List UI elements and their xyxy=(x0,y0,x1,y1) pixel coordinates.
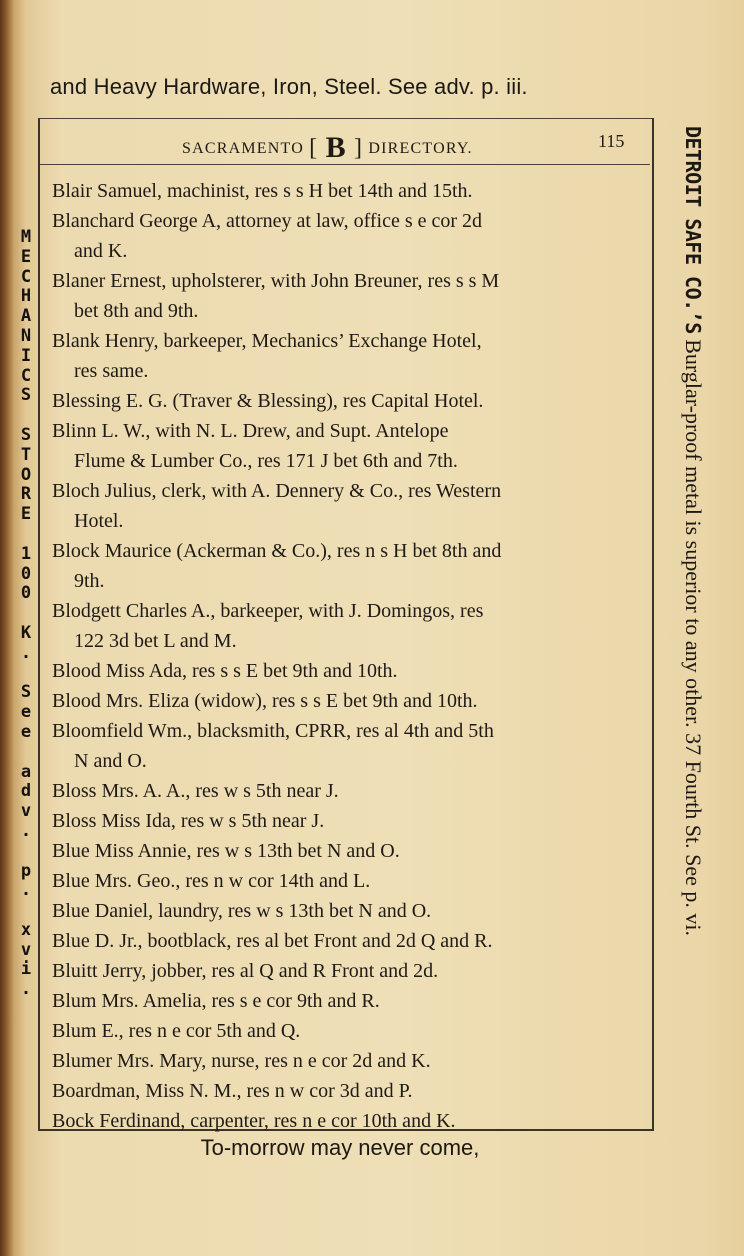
directory-entry xyxy=(52,1046,642,1076)
entry-line: Blue Mrs. Geo., res n w cor 14th and L. xyxy=(52,870,371,892)
directory-entry xyxy=(52,1076,642,1106)
entry-continuation-line: bet 8th and 9th. xyxy=(74,300,199,322)
entry-continuation-line: N and O. xyxy=(74,750,147,772)
entry-line: Bloss Miss Ida, res w s 5th near J. xyxy=(52,810,325,832)
directory-entry xyxy=(52,806,642,836)
entry-line: Blum Mrs. Amelia, res s e cor 9th and R. xyxy=(52,990,380,1012)
top-advertisement: and Heavy Hardware, Iron, Steel. See adv. p. iii. xyxy=(50,74,528,99)
entry-continuation-line: res same. xyxy=(74,360,149,382)
directory-entry xyxy=(52,866,642,896)
directory-entry xyxy=(52,266,642,326)
entry-line: Blumer Mrs. Mary, nurse, res n e cor 2d and K. xyxy=(52,1050,431,1072)
entry-line: Bloch Julius, clerk, with A. Dennery & Co., res Western xyxy=(52,480,502,502)
directory-entry xyxy=(52,956,642,986)
entry-line: Bock Ferdinand, carpenter, res n e cor 10th and K. xyxy=(52,1110,456,1132)
directory-entry xyxy=(52,926,642,956)
right-advert-text: Burglar-proof metal is superior to any other. 37 Fourth St. See p. vi. xyxy=(681,339,706,936)
running-header xyxy=(40,124,650,164)
directory-entry xyxy=(52,836,642,866)
entry-continuation-line: 9th. xyxy=(74,570,105,592)
right-margin-advertisement xyxy=(666,126,706,1116)
entry-line: Blood Mrs. Eliza (widow), res s s E bet 9th and 10th. xyxy=(52,690,478,712)
entry-line: Blum E., res n e cor 5th and Q. xyxy=(52,1020,301,1042)
header-city: SACRAMENTO xyxy=(182,140,304,157)
entry-line: Blue D. Jr., bootblack, res al bet Front and 2d Q and R. xyxy=(52,930,493,952)
bottom-advertisement: To-morrow may never come, xyxy=(200,1135,480,1160)
entry-line: Blue Daniel, laundry, res w s 13th bet N and O. xyxy=(52,900,432,922)
entry-continuation-line: 122 3d bet L and M. xyxy=(74,630,237,652)
directory-entry xyxy=(52,326,642,386)
header-bracket-open: [ xyxy=(309,135,319,161)
entry-line: Blaner Ernest, upholsterer, with John Breuner, res s s M xyxy=(52,270,500,292)
directory-entry xyxy=(52,476,642,536)
page-number: 115 xyxy=(598,131,625,151)
entry-continuation-line: Hotel. xyxy=(74,510,124,532)
directory-entry xyxy=(52,656,642,686)
right-advert-brand: DETROIT SAFE CO.’S xyxy=(681,126,705,334)
header-section: DIRECTORY. xyxy=(368,140,473,157)
entry-line: Bloomfield Wm., blacksmith, CPRR, res al 4th and 5th xyxy=(52,720,494,742)
entry-line: Block Maurice (Ackerman & Co.), res n s H bet 8th and xyxy=(52,540,502,562)
directory-entry xyxy=(52,1016,642,1046)
entry-line: Blodgett Charles A., barkeeper, with J. Domingos, res xyxy=(52,600,484,622)
header-rule xyxy=(40,164,650,165)
directory-entry xyxy=(52,1106,642,1136)
directory-entry xyxy=(52,896,642,926)
directory-entry xyxy=(52,176,642,206)
directory-entry xyxy=(52,386,642,416)
directory-entries xyxy=(52,176,642,1136)
entry-line: Bluitt Jerry, jobber, res al Q and R Front and 2d. xyxy=(52,960,439,982)
entry-line: Blinn L. W., with N. L. Drew, and Supt. Antelope xyxy=(52,420,449,442)
entry-line: Blue Miss Annie, res w s 13th bet N and O. xyxy=(52,840,400,862)
entry-line: Blair Samuel, machinist, res s s H bet 14th and 15th. xyxy=(52,180,473,202)
entry-line: Blessing E. G. (Traver & Blessing), res Capital Hotel. xyxy=(52,390,484,412)
entry-continuation-line: and K. xyxy=(74,240,128,262)
directory-entry xyxy=(52,206,642,266)
entry-line: Blank Henry, barkeeper, Mechanics’ Exchange Hotel, xyxy=(52,330,482,352)
header-bracket-close: ] xyxy=(353,135,364,161)
entry-line: Blanchard George A, attorney at law, office s e cor 2d xyxy=(52,210,483,232)
entry-continuation-line: Flume & Lumber Co., res 171 J bet 6th and 7th. xyxy=(74,450,458,472)
directory-entry xyxy=(52,776,642,806)
running-header-title xyxy=(182,131,473,165)
directory-entry xyxy=(52,416,642,476)
directory-entry xyxy=(52,686,642,716)
entry-line: Blood Miss Ada, res s s E bet 9th and 10th. xyxy=(52,660,398,682)
directory-entry xyxy=(52,716,642,776)
directory-entry xyxy=(52,986,642,1016)
directory-entry xyxy=(52,536,642,596)
entry-line: Boardman, Miss N. M., res n w cor 3d and P. xyxy=(52,1080,413,1102)
entry-line: Bloss Mrs. A. A., res w s 5th near J. xyxy=(52,780,339,802)
header-letter: B xyxy=(325,131,347,164)
directory-entry xyxy=(52,596,642,656)
left-margin-advertisement: M E C H A N I C S S T O R E 1 0 0 K . S e e a d v . p . x v i . xyxy=(20,227,32,1000)
